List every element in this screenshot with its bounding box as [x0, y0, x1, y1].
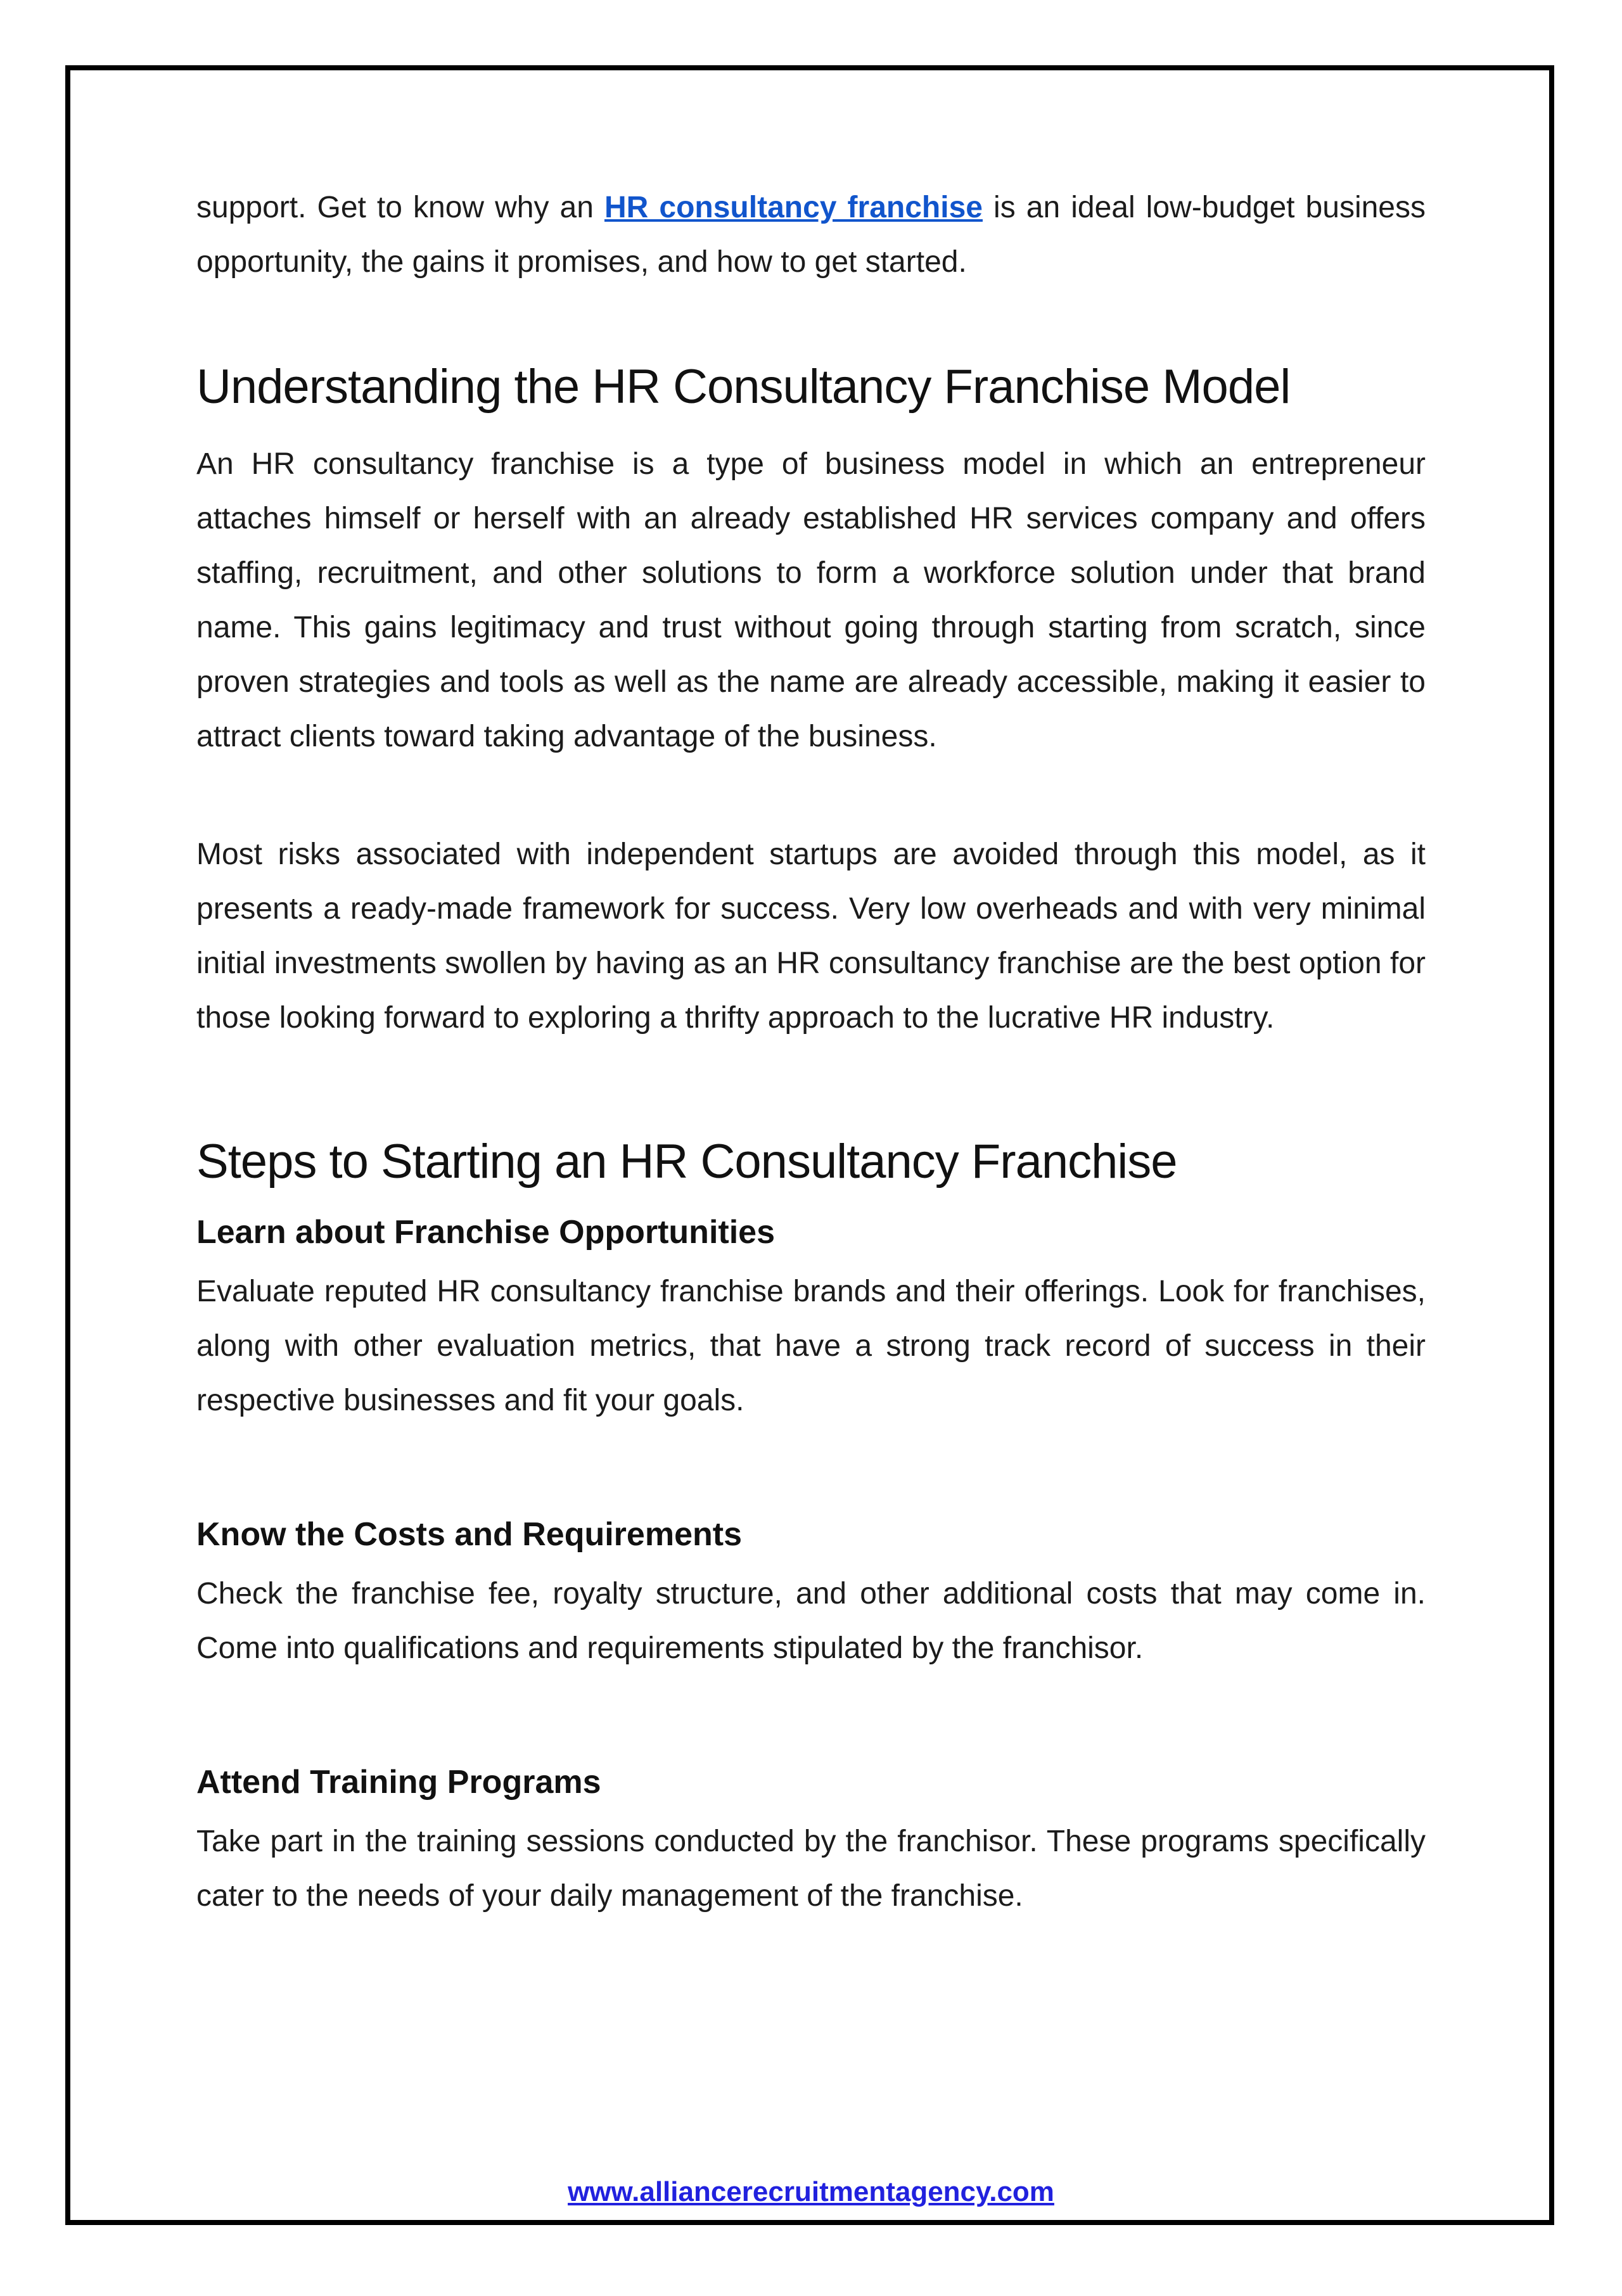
intro-text-post: is an ideal low-budget business opportunity, the gains it promises, and how to get started. [196, 191, 1426, 279]
intro-paragraph [196, 181, 1426, 290]
step-body-learn-opportunities: Evaluate reputed HR consultancy franchise brands and their offerings. Look for franchises, along with other evaluation metrics, that have a strong track record of success in their respective businesses and fit your goals. [196, 1275, 1426, 1417]
intro-text-pre: support. Get to know why an [196, 191, 605, 224]
page-content [196, 181, 1426, 1923]
hr-consultancy-franchise-link[interactable]: HR consultancy franchise [604, 191, 983, 224]
model-paragraph-1: An HR consultancy franchise is a type of business model in which an entrepreneur attaches himself or herself with an already established HR services company and offers staffing, recruitment, and other solutions to form a workforce solution under that brand name. This gains legitimacy and trust without going through starting from scratch, since proven strategies and tools as well as the name are already accessible, making it easier to attract clients toward taking advantage of the business. [196, 447, 1426, 753]
heading-steps-to-starting: Steps to Starting an HR Consultancy Franchise [196, 1135, 1177, 1189]
step-title-learn-opportunities: Learn about Franchise Opportunities [196, 1214, 775, 1251]
alliance-recruitment-agency-footer-link[interactable]: www.alliancerecruitmentagency.com [568, 2176, 1054, 2207]
step-title-costs-requirements: Know the Costs and Requirements [196, 1516, 742, 1553]
page-footer [0, 2172, 1622, 2212]
heading-understanding-model: Understanding the HR Consultancy Franchise Model [196, 360, 1291, 414]
step-body-costs-requirements: Check the franchise fee, royalty structure, and other additional costs that may come in. Come into qualifications and requirements stipulated by the franchisor. [196, 1577, 1426, 1665]
step-body-attend-training: Take part in the training sessions conducted by the franchisor. These programs specifically cater to the needs of your daily management of the franchise. [196, 1825, 1426, 1913]
step-title-attend-training: Attend Training Programs [196, 1764, 601, 1801]
model-paragraph-2: Most risks associated with independent startups are avoided through this model, as it presents a ready-made framework for success. Very low overheads and with very minimal initial investments swollen by having as an HR consultancy franchise are the best option for those looking forward to exploring a thrifty approach to the lucrative HR industry. [196, 838, 1426, 1035]
